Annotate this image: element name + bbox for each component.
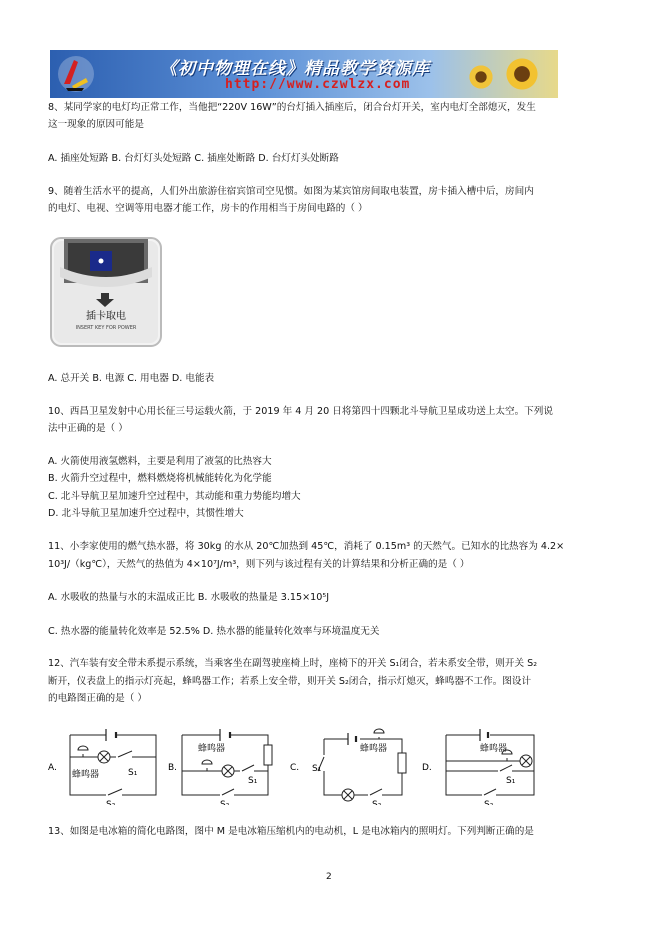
banner-title: 《初中物理在线》精品教学资源库 xyxy=(160,59,430,79)
s2-label: S₂ xyxy=(106,800,116,805)
q10-stem: 10、西昌卫星发射中心用长征三号运载火箭，于 2019 年 4 月 20 日将第四十四颗北斗导航卫星成功送上太空。下列说 xyxy=(48,406,553,417)
s1-label: S₁ xyxy=(248,776,258,786)
s1-label: S₁ xyxy=(128,768,138,778)
q11-options-cd: C. 热水器的能量转化效率是 52.5% D. 热水器的能量转化效率与环境温度无关 xyxy=(48,626,380,637)
s2-label: S₂ xyxy=(220,800,230,805)
q9-options: A. 总开关 B. 电源 C. 用电器 D. 电能表 xyxy=(48,373,215,384)
q10-stem: 法中正确的是（ ） xyxy=(48,423,128,434)
circuit-label-d: D. xyxy=(422,763,432,773)
buzzer-label: 蜂鸣器 xyxy=(360,744,388,754)
circuit-label-a: A. xyxy=(48,763,57,773)
s2-label: S₂ xyxy=(372,800,382,805)
page-number: 2 xyxy=(326,872,332,882)
q8-stem: 这一现象的原因可能是 xyxy=(48,119,144,130)
q13-stem: 13、如图是电冰箱的简化电路图，图中 M 是电冰箱压缩机内的电动机，L 是电冰箱内的照明灯。下列判断正确的是 xyxy=(48,826,534,837)
q11-stem: 11、小李家使用的燃气热水器，将 30kg 的水从 20℃加热到 45℃，消耗了 0.15m³ 的天然气。已知水的比热容为 4.2× xyxy=(48,541,565,552)
q8-stem: 8、某同学家的电灯均正常工作，当他把“220V 16W”的台灯插入插座后，闭合台灯开关，室内电灯全部熄灭，发生 xyxy=(48,102,536,113)
q9-stem: 的电灯、电视、空调等用电器才能工作，房卡的作用相当于房间电路的（ ） xyxy=(48,203,368,214)
circuit-c xyxy=(290,725,412,809)
q10-option-c: C. 北斗导航卫星加速升空过程中，其动能和重力势能均增大 xyxy=(48,491,301,502)
q10-option-a: A. 火箭使用液氢燃料，主要是利用了液氢的比热容大 xyxy=(48,456,272,467)
q11-stem: 10³J/（kg℃），天然气的热值为 4×10⁷J/m³，则下列与该过程有关的计算结果和分析正确的是（ ） xyxy=(48,559,470,570)
card-label: 插卡取电 xyxy=(86,311,126,322)
banner-url[interactable]: http://www.czwlzx.com xyxy=(225,77,411,92)
header-banner xyxy=(50,50,558,98)
q8-options: A. 插座处短路 B. 台灯灯头处短路 C. 插座处断路 D. 台灯灯头处断路 xyxy=(48,153,339,164)
q9-stem: 9、随着生活水平的提高，人们外出旅游住宿宾馆司空见惯。如图为某宾馆房间取电装置，房卡插入槽中后，房间内 xyxy=(48,186,534,197)
circuit-b xyxy=(168,725,280,809)
circuit-label-c: C. xyxy=(290,763,300,773)
q12-stem: 的电路图正确的是（ ） xyxy=(48,693,147,704)
logo-icon xyxy=(56,54,96,94)
q12-stem: 12、汽车装有安全带未系提示系统，当乘客坐在副驾驶座椅上时，座椅下的开关 S₁闭合，若未系安全带，则开关 S₂ xyxy=(48,658,538,669)
buzzer-label: 蜂鸣器 xyxy=(72,770,100,780)
sunflower-icon xyxy=(504,56,540,92)
circuit-label-b: B. xyxy=(168,763,178,773)
card-label-en: INSERT KEY FOR POWER xyxy=(75,325,137,331)
buzzer-label: 蜂鸣器 xyxy=(198,744,226,754)
circuit-d xyxy=(422,725,544,809)
q12-stem: 断开，仪表盘上的指示灯亮起，蜂鸣器工作；若系上安全带，则开关 S₂闭合，指示灯熄灭，蜂鸣器不工作。图设计 xyxy=(48,676,532,687)
s1-label: S₁ xyxy=(506,776,516,786)
q11-options-ab: A. 水吸收的热量与水的末温成正比 B. 水吸收的热量是 3.15×10⁵J xyxy=(48,592,330,603)
circuit-a xyxy=(48,725,160,809)
card-power-slot-photo xyxy=(50,237,162,347)
q10-option-d: D. 北斗导航卫星加速升空过程中，其惯性增大 xyxy=(48,508,244,519)
q10-option-b: B. 火箭升空过程中，燃料燃烧将机械能转化为化学能 xyxy=(48,473,272,484)
s1-label: S₁ xyxy=(312,764,322,774)
sunflower-icon xyxy=(468,64,494,90)
s2-label: S₂ xyxy=(484,800,494,805)
buzzer-label: 蜂鸣器 xyxy=(480,744,508,754)
